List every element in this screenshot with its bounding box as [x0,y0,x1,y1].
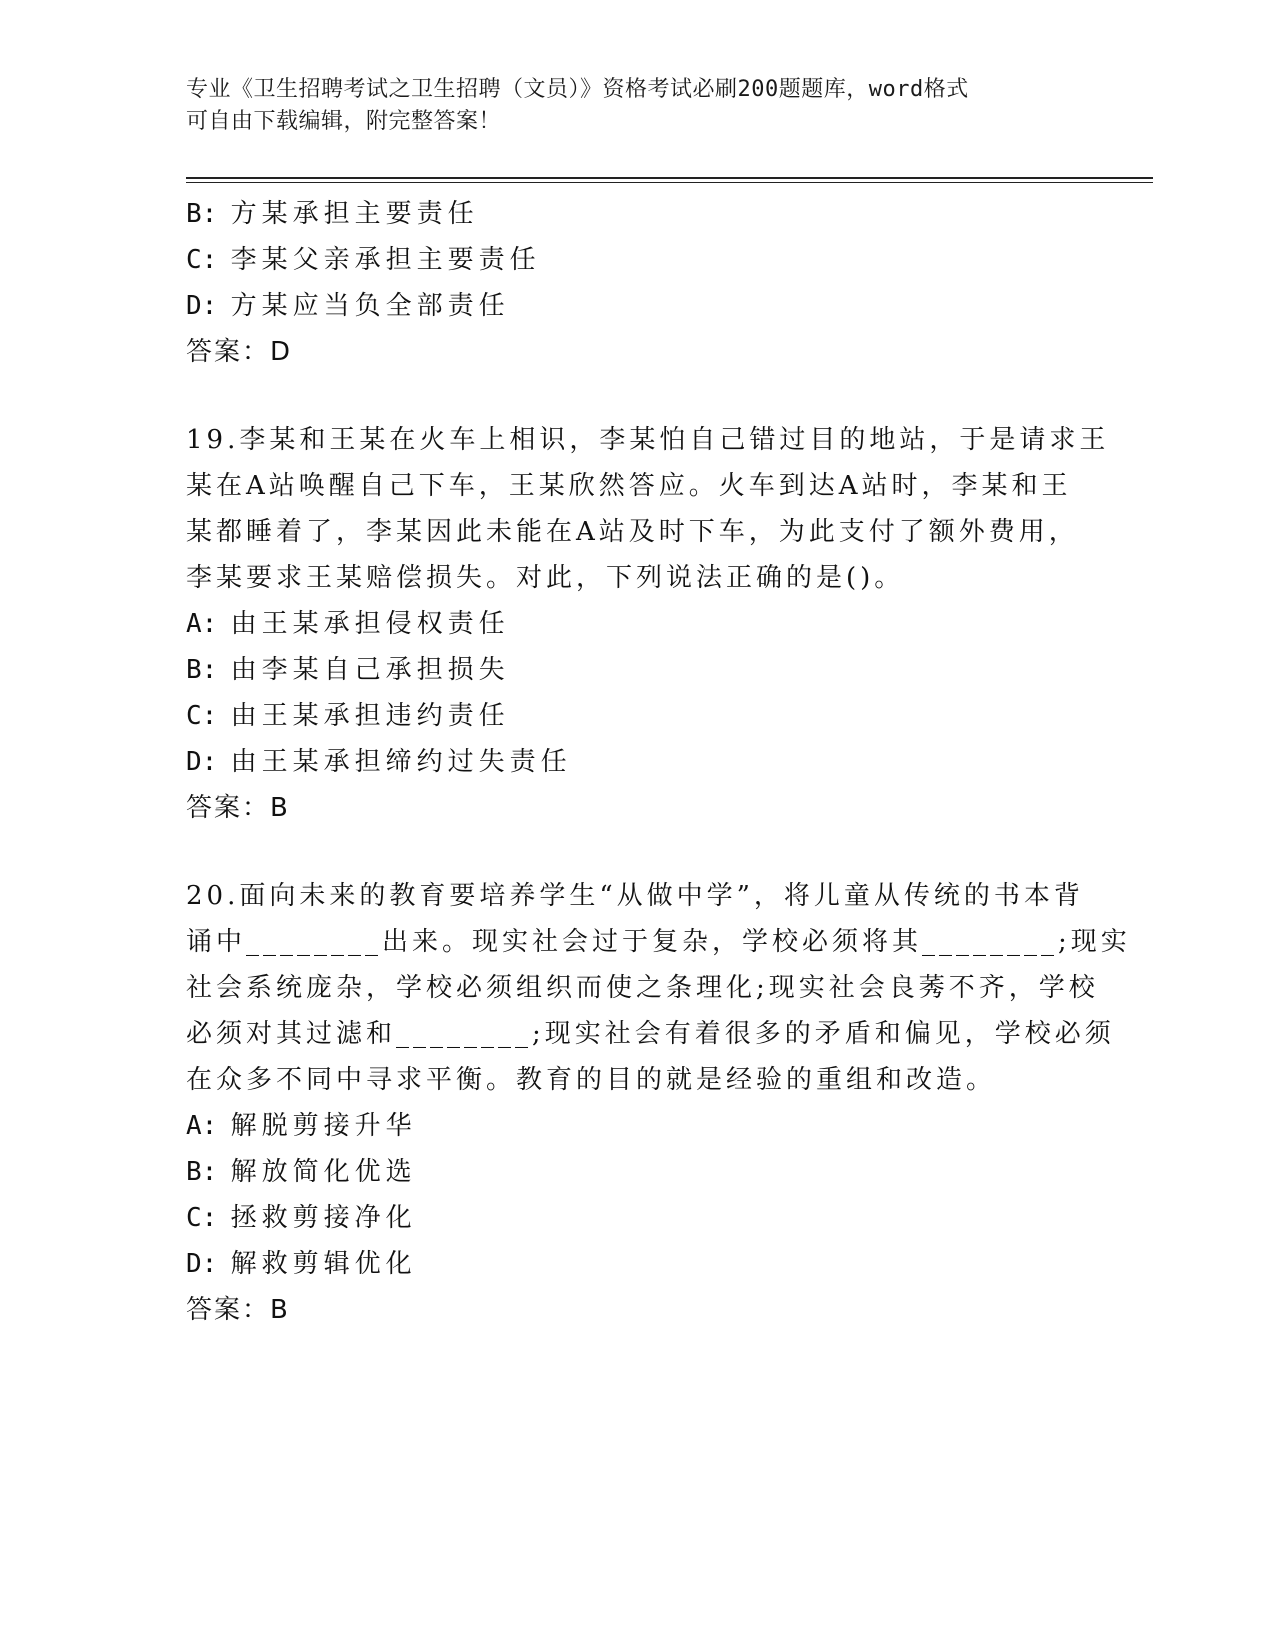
option-d [186,283,1086,329]
question-18-options [186,191,1086,329]
option-letter: D: [186,291,218,321]
option-text: 由李某自己承担损失 [230,655,510,685]
option-text: 解放简化优选 [230,1157,417,1187]
option-a [186,1103,1086,1149]
option-c [186,1195,1086,1241]
question-line: 必须对其过滤和________;现实社会有着很多的矛盾和偏见，学校必须 [186,1019,1115,1049]
question-content [186,191,1131,1333]
option-letter: A: [186,1111,218,1141]
option-letter: B: [186,199,218,229]
option-letter: A: [186,609,218,639]
option-c [186,693,1086,739]
option-letter: C: [186,701,218,731]
question-20-options [186,1103,1086,1287]
option-letter: C: [186,245,218,275]
option-text: 李某父亲承担主要责任 [230,245,541,275]
option-text: 由王某承担侵权责任 [230,609,510,639]
question-line: 20.面向未来的教育要培养学生“从做中学”，将儿童从传统的书本背 [186,881,1084,911]
header-divider [186,177,1153,179]
question-line: 19.李某和王某在火车上相识，李某怕自己错过目的地站，于是请求王 [186,425,1110,455]
option-a [186,601,1086,647]
document-header [186,74,1086,138]
option-text: 解脱剪接升华 [230,1111,417,1141]
option-letter: D: [186,747,218,777]
option-text: 方某承担主要责任 [230,199,479,229]
header-line-2: 可自由下载编辑，附完整答案！ [186,109,502,134]
option-b [186,647,1086,693]
option-letter: B: [186,655,218,685]
option-b [186,191,1086,237]
option-text: 由王某承担违约责任 [230,701,510,731]
option-letter: C: [186,1203,218,1233]
option-d [186,1241,1086,1287]
question-19-text [186,417,1110,601]
question-20-answer: 答案：B [186,1295,290,1325]
option-text: 由王某承担缔约过失责任 [230,747,572,777]
header-divider-thin [186,182,1153,183]
question-line: 李某要求王某赔偿损失。对此，下列说法正确的是()。 [186,563,905,593]
question-line: 诵中________出来。现实社会过于复杂，学校必须将其________;现实 [186,927,1131,957]
question-line: 在众多不同中寻求平衡。教育的目的就是经验的重组和改造。 [186,1065,997,1095]
option-b [186,1149,1086,1195]
question-19-answer: 答案：B [186,793,290,823]
question-20-text [186,873,1131,1103]
header-line-1: 专业《卫生招聘考试之卫生招聘（文员）》资格考试必刷200题题库，word格式 [186,77,969,102]
question-19-options [186,601,1086,785]
option-text: 解救剪辑优化 [230,1249,417,1279]
question-line: 社会系统庞杂，学校必须组织而使之条理化;现实社会良莠不齐，学校 [186,973,1099,1003]
option-text: 方某应当负全部责任 [230,291,510,321]
question-line: 某都睡着了，李某因此未能在A站及时下车，为此支付了额外费用， [186,517,1079,547]
option-c [186,237,1086,283]
question-line: 某在A站唤醒自己下车，王某欣然答应。火车到达A站时，李某和王 [186,471,1072,501]
option-text: 拯救剪接净化 [230,1203,417,1233]
question-18-answer: 答案：D [186,337,293,367]
option-d [186,739,1086,785]
option-letter: B: [186,1157,218,1187]
option-letter: D: [186,1249,218,1279]
